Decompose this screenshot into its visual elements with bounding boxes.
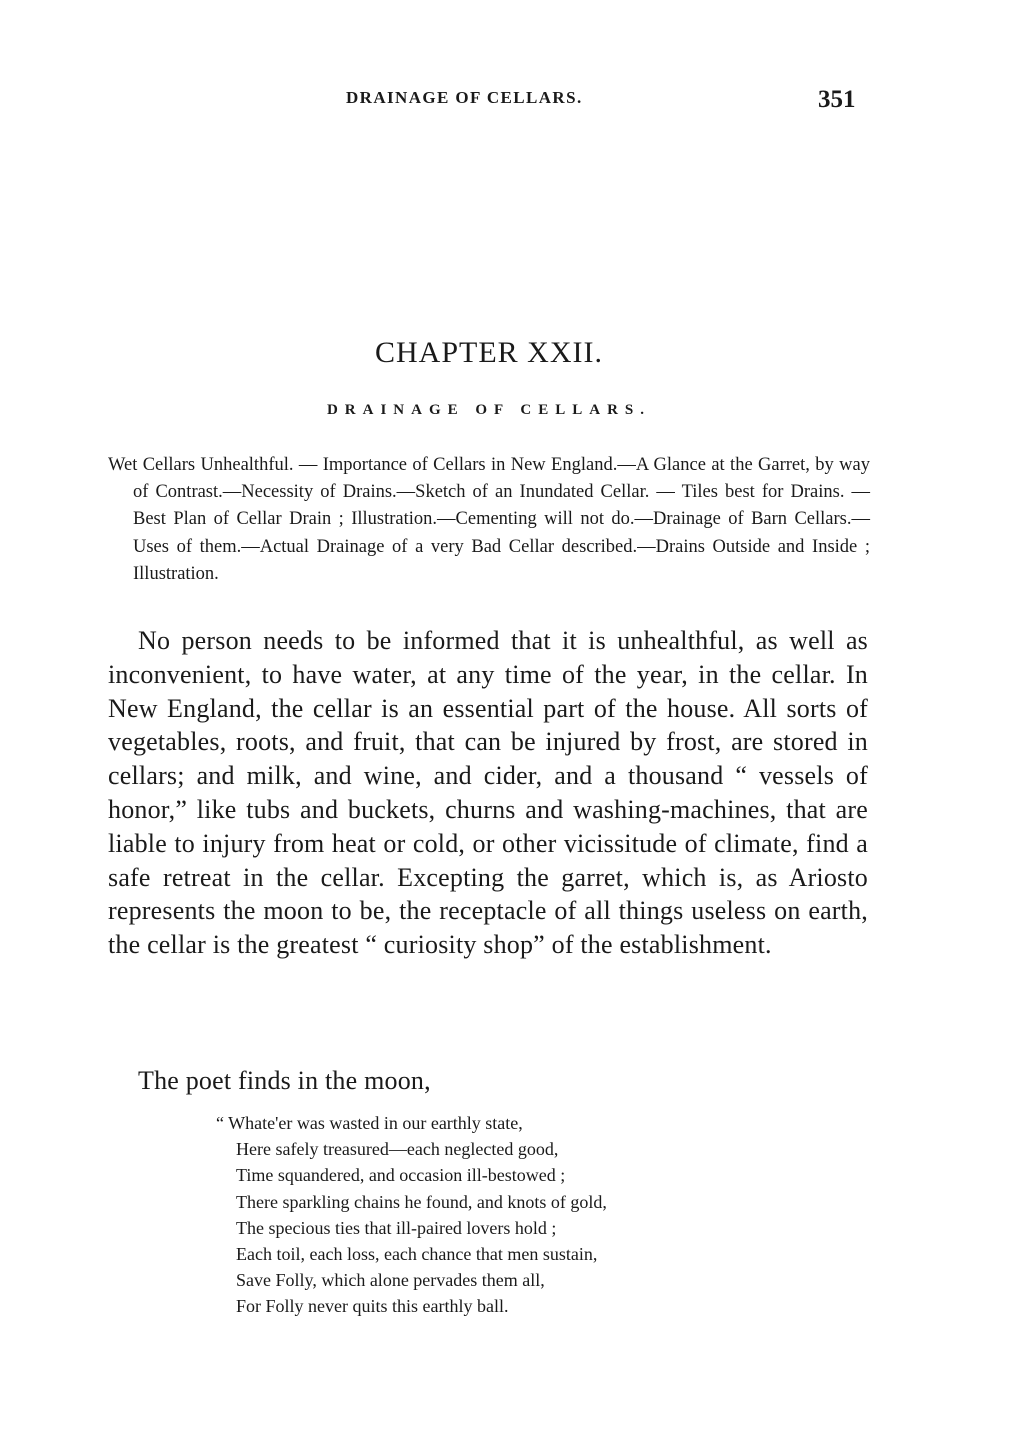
poem-line: Here safely treasured—each neglected good, bbox=[236, 1139, 559, 1160]
poem-line: Time squandered, and occasion ill-bestowed ; bbox=[236, 1165, 566, 1186]
chapter-subtitle: DRAINAGE OF CELLARS. bbox=[326, 402, 652, 418]
body-paragraph: The poet finds in the moon, bbox=[138, 1066, 431, 1095]
poem-line: Each toil, each loss, each chance that men sustain, bbox=[236, 1244, 598, 1265]
page-number: 351 bbox=[818, 86, 856, 113]
chapter-synopsis: Wet Cellars Unhealthful. — Importance of Cellars in New England.—A Glance at the Garret, by way of Contrast.—Necessity of Drains.—Sketch of an Inundated Cellar. — Tiles best for Drains. — Best Plan of Cellar Drain ; Illustration.—Cementing will not do.—Drainage of Barn Cellars.—Uses of them.—Actual Drainage of a very Bad Cellar described.—Drains Outside and Inside ; Illustration. bbox=[108, 455, 870, 584]
poem-line: For Folly never quits this earthly ball. bbox=[236, 1296, 509, 1317]
body-paragraph: No person needs to be informed that it is unhealthful, as well as inconvenient, to have water, at any time of the year, in the cellar. In New England, the cellar is an essential part of the house. All sorts of vegetables, roots, and fruit, that can be injured by frost, are stored in cellars; and milk, and wine, and cider, and a thousand “ vessels of honor,” like tubs and buckets, churns and washing-machines, that are liable to injury from heat or cold, or other vicissitude of climate, find a safe retreat in the cellar. Excepting the garret, which is, as Ariosto represents the moon to be, the receptacle of all things useless on earth, the cellar is the greatest “ curiosity shop” of the establishment. bbox=[108, 626, 868, 960]
poem-line: The specious ties that ill-paired lovers hold ; bbox=[236, 1217, 557, 1238]
poem-line: Save Folly, which alone pervades them all, bbox=[236, 1270, 545, 1291]
running-head: DRAINAGE OF CELLARS. bbox=[346, 88, 583, 107]
poem-line: “ Whate'er was wasted in our earthly state, bbox=[216, 1113, 523, 1133]
poem-line: There sparkling chains he found, and knots of gold, bbox=[236, 1191, 607, 1212]
poem-quotation bbox=[216, 1110, 607, 1320]
chapter-title: CHAPTER XXII. bbox=[375, 336, 603, 369]
